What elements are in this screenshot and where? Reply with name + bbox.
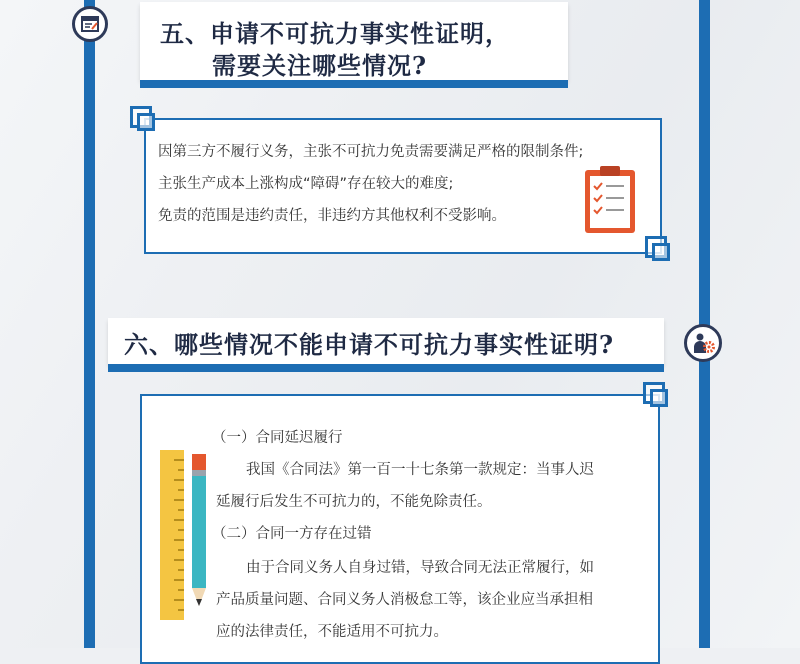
- item1-body-line1: 我国《合同法》第一百一十七条第一款规定：当事人迟: [246, 462, 594, 478]
- section6-heading: [108, 318, 664, 364]
- item2-heading: （二）合同一方存在过错: [212, 526, 372, 542]
- businessman-gear-icon: [684, 324, 722, 362]
- ruler-icon: [160, 450, 188, 624]
- section5-line-2: 主张生产成本上涨构成“障碍”存在较大的难度;: [158, 176, 454, 192]
- section6-heading-underline: [108, 364, 664, 372]
- section5-corner-top-left-inner: [137, 113, 155, 131]
- section6-title: 六、哪些情况不能申请不可抗力事实性证明?: [124, 330, 615, 359]
- section5-heading-underline: [140, 80, 568, 88]
- item1-heading: （一）合同延迟履行: [212, 430, 343, 446]
- section6-corner-top-right-inner: [650, 389, 668, 407]
- item1-body-line2: 延履行后发生不可抗力的，不能免除责任。: [216, 494, 492, 510]
- item2-body-line1: 由于合同义务人自身过错，导致合同无法正常履行，如: [246, 560, 594, 576]
- section5-corner-bottom-right-inner: [652, 243, 670, 261]
- section5-heading: [140, 2, 568, 80]
- report-icon: [72, 6, 108, 42]
- section5-line-3: 免责的范围是违约责任，非违约方其他权利不受影响。: [158, 208, 506, 224]
- section5-card: [144, 118, 662, 254]
- section5-title-line2: 需要关注哪些情况?: [212, 51, 428, 80]
- section6-card: [140, 394, 660, 664]
- pencil-icon: [190, 454, 208, 618]
- item2-body-line2: 产品质量问题、合同义务人消极怠工等，该企业应当承担相: [216, 592, 593, 608]
- item2-body-line3: 应的法律责任，不能适用不可抗力。: [216, 624, 448, 640]
- section5-title-line1: 五、申请不可抗力事实性证明，: [160, 19, 510, 48]
- left-vertical-rule: [84, 0, 95, 648]
- clipboard-checklist-icon: [584, 164, 636, 238]
- section5-line-1: 因第三方不履行义务，主张不可抗力免责需要满足严格的限制条件;: [158, 144, 584, 160]
